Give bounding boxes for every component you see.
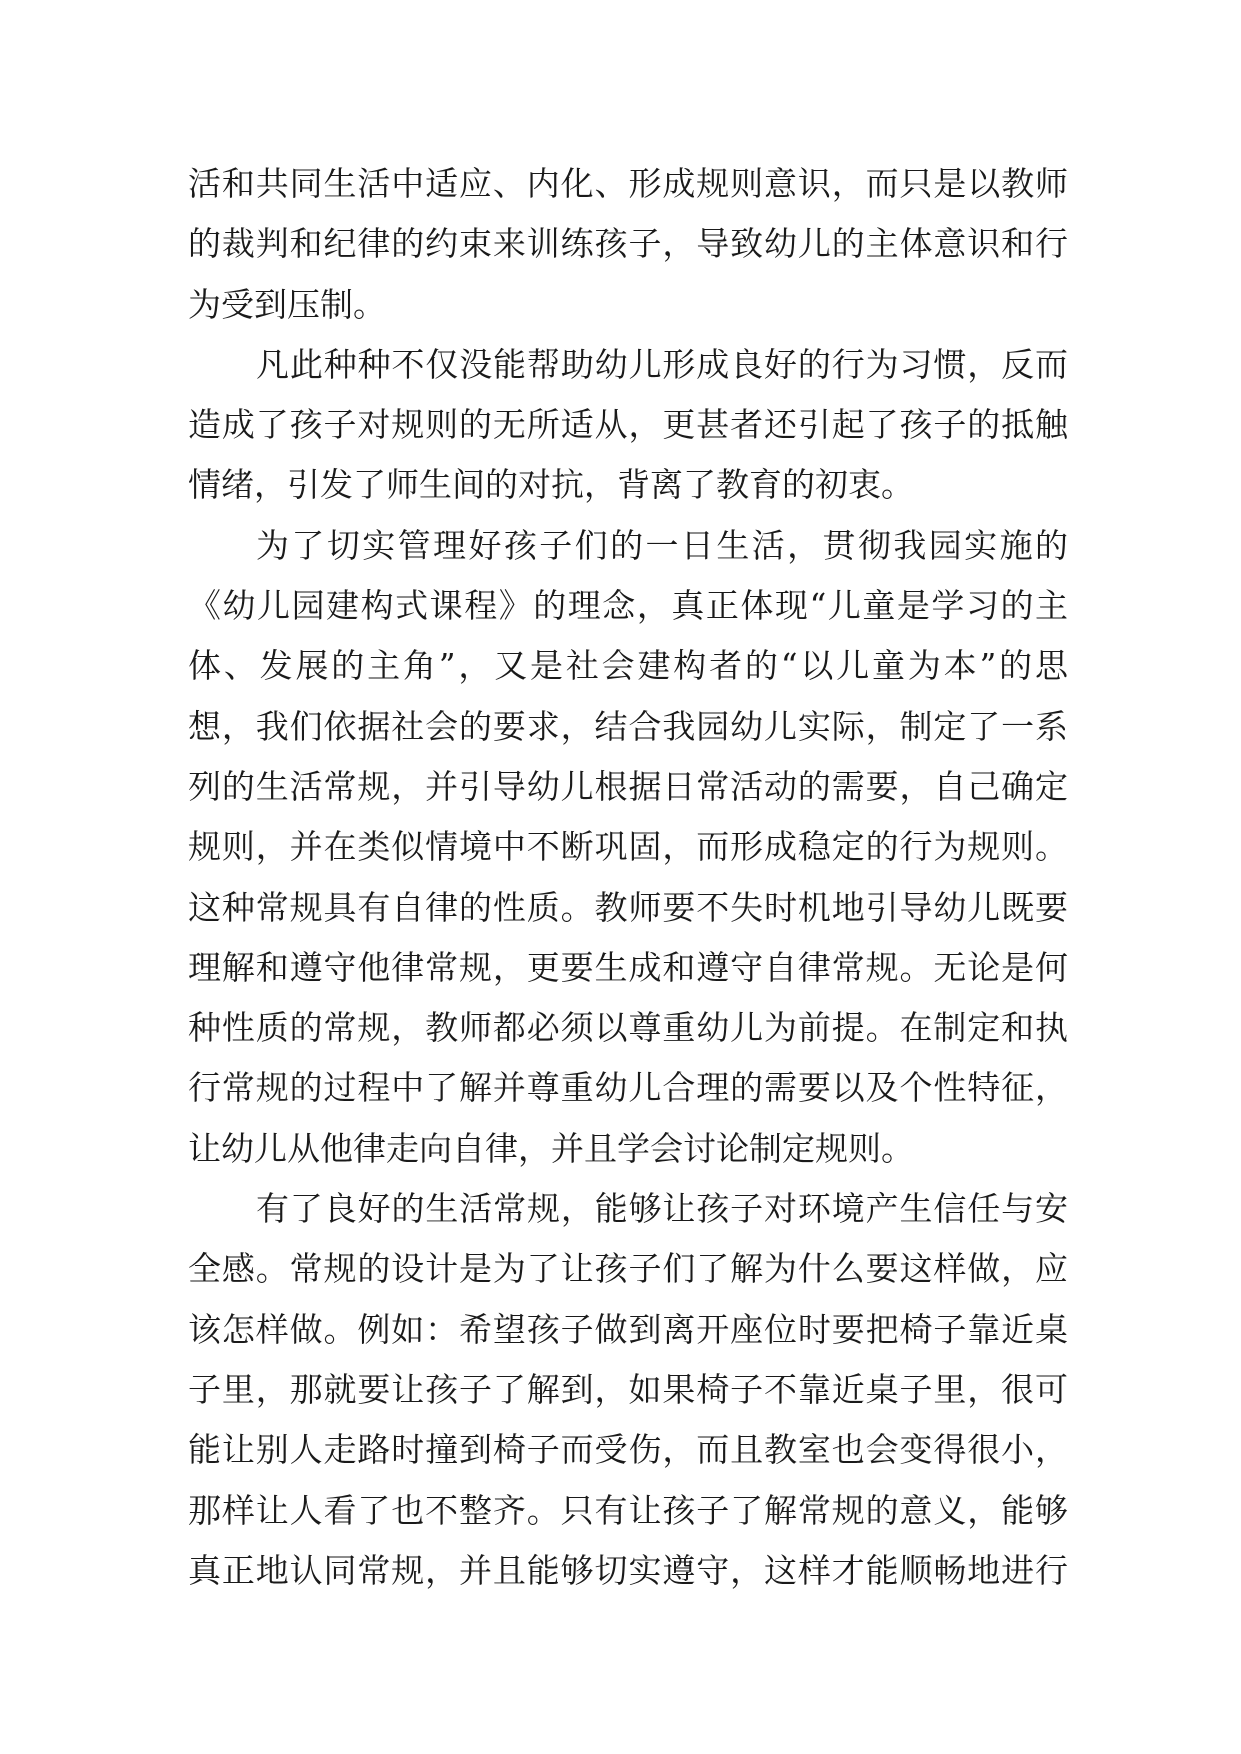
text-line: 行常规的过程中了解并尊重幼儿合理的需要以及个性特征， <box>188 1068 1068 1108</box>
text-line: 为受到压制。 <box>188 284 386 324</box>
text-line: 子里，那就要让孩子了解到，如果椅子不靠近桌子里，很可 <box>188 1369 1068 1409</box>
text-line: 种性质的常规，教师都必须以尊重幼儿为前提。在制定和执 <box>188 1008 1068 1048</box>
text-line: 凡此种种不仅没能帮助幼儿形成良好的行为习惯，反而 <box>256 344 1068 384</box>
text-line: 为了切实管理好孩子们的一日生活，贯彻我园实施的 <box>256 525 1068 565</box>
paragraph-3 <box>188 516 1068 1179</box>
text-line: 那样让人看了也不整齐。只有让孩子了解常规的意义，能够 <box>188 1490 1068 1530</box>
text-line: 全感。常规的设计是为了让孩子们了解为什么要这样做，应 <box>188 1249 1068 1289</box>
text-line: 列的生活常规，并引导幼儿根据日常活动的需要，自己确定 <box>188 766 1068 806</box>
text-line: 让幼儿从他律走向自律，并且学会讨论制定规则。 <box>188 1128 914 1168</box>
paragraph-4 <box>188 1179 1068 1601</box>
text-line: 这种常规具有自律的性质。教师要不失时机地引导幼儿既要 <box>188 887 1068 927</box>
text-line: 活和共同生活中适应、内化、形成规则意识，而只是以教师 <box>188 164 1068 203</box>
text-line: 规则，并在类似情境中不断巩固，而形成稳定的行为规则。 <box>188 827 1068 867</box>
text-line: 情绪，引发了师生间的对抗，背离了教育的初衷。 <box>188 465 914 505</box>
paragraph-2 <box>188 335 1068 516</box>
text-line: 有了良好的生活常规，能够让孩子对环境产生信任与安 <box>256 1189 1068 1229</box>
text-line: 能让别人走路时撞到椅子而受伤，而且教室也会变得很小， <box>188 1430 1068 1470</box>
document-body <box>188 154 1068 1601</box>
text-line: 体、发展的主角”，又是社会建构者的“以儿童为本”的思 <box>188 646 1068 686</box>
text-line: 《幼儿园建构式课程》的理念，真正体现“儿童是学习的主 <box>188 586 1068 626</box>
text-line: 真正地认同常规，并且能够切实遵守，这样才能顺畅地进行 <box>188 1550 1068 1590</box>
text-line: 理解和遵守他律常规，更要生成和遵守自律常规。无论是何 <box>188 947 1068 987</box>
paragraph-1 <box>188 154 1068 335</box>
text-line: 该怎样做。例如：希望孩子做到离开座位时要把椅子靠近桌 <box>188 1309 1068 1349</box>
text-line: 造成了孩子对规则的无所适从，更甚者还引起了孩子的抵触 <box>188 405 1068 445</box>
text-line: 想，我们依据社会的要求，结合我园幼儿实际，制定了一系 <box>188 706 1068 746</box>
text-line: 的裁判和纪律的约束来训练孩子，导致幼儿的主体意识和行 <box>188 224 1068 264</box>
